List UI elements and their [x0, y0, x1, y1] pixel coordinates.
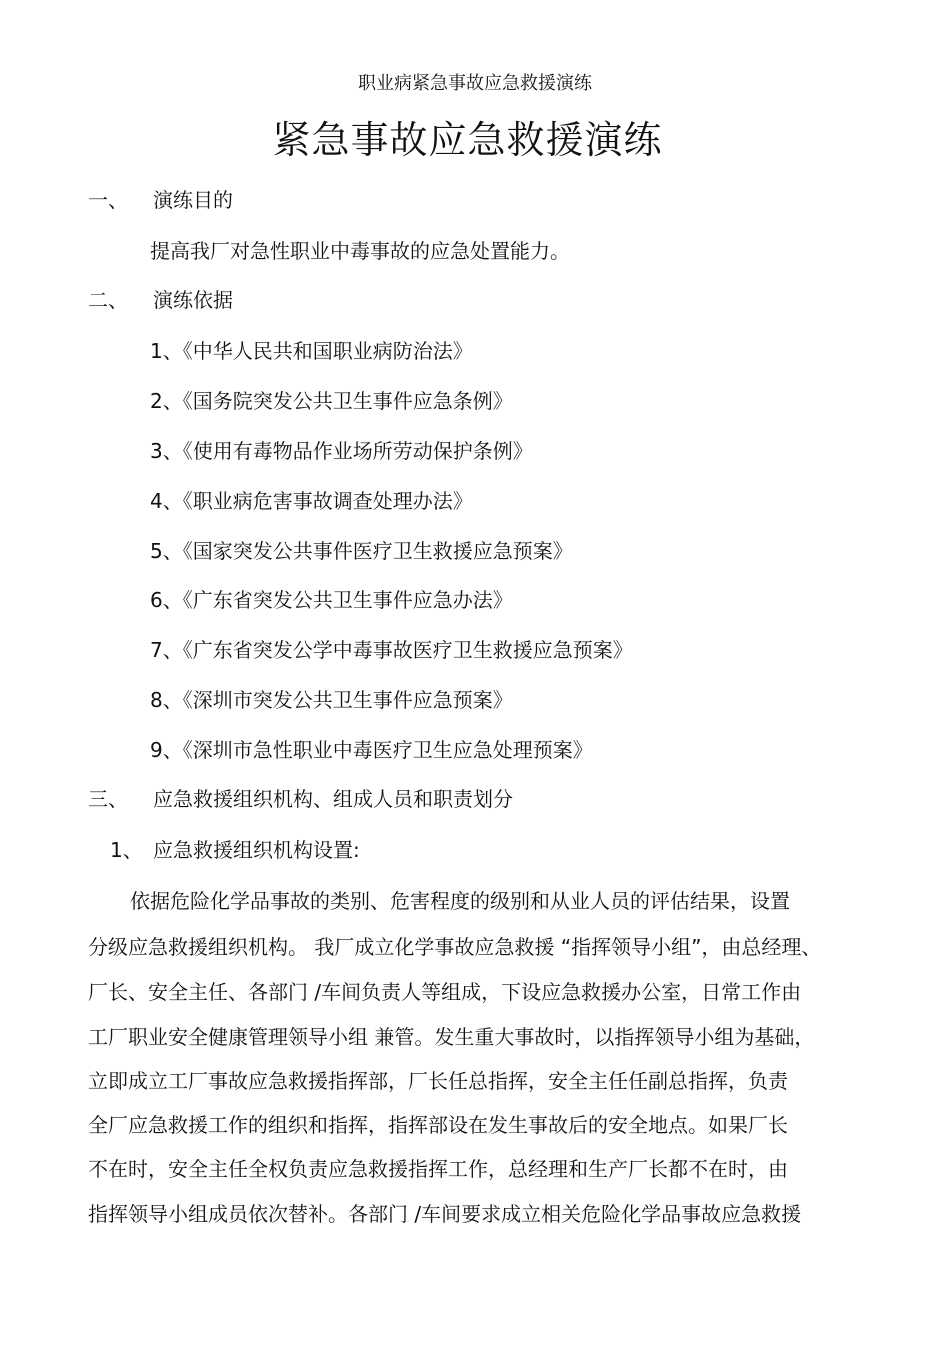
subsection-heading: 应急救援组织机构设置: [153, 838, 360, 862]
basis-item: 3、《使用有毒物品作业场所劳动保护条例》 [150, 439, 533, 463]
section-heading-organization: 应急救援组织机构、组成人员和职责划分 [153, 787, 513, 811]
basis-item: 8、《深圳市突发公共卫生事件应急预案》 [150, 688, 513, 712]
basis-item: 1、《中华人民共和国职业病防治法》 [150, 339, 473, 363]
paragraph-line: 工厂职业安全健康管理领导小组 兼管。发生重大事故时，以指挥领导小组为基础， [88, 1025, 815, 1049]
paragraph-line: 不在时，安全主任全权负责应急救援指挥工作，总经理和生产厂长都不在时，由 [88, 1157, 788, 1181]
basis-item: 6、《广东省突发公共卫生事件应急办法》 [150, 588, 513, 612]
paragraph-line: 立即成立工厂事故应急救援指挥部，厂长任总指挥，安全主任任副总指挥，负责 [88, 1069, 788, 1093]
section-number: 三、 [88, 787, 128, 811]
basis-item: 2、《国务院突发公共卫生事件应急条例》 [150, 389, 513, 413]
paragraph-line: 指挥领导小组成员依次替补。各部门 /车间要求成立相关危险化学品事故应急救援 [88, 1202, 802, 1226]
section-heading-basis: 演练依据 [153, 288, 233, 312]
paragraph-line: 分级应急救援组织机构。 我厂成立化学事故应急救援 “指挥领导小组”，由总经理、 [88, 935, 822, 959]
section-heading-purpose: 演练目的 [153, 188, 233, 212]
subsection-number: 1、 [110, 838, 143, 862]
basis-item: 9、《深圳市急性职业中毒医疗卫生应急处理预案》 [150, 738, 593, 762]
basis-item: 7、《广东省突发公学中毒事故医疗卫生救援应急预案》 [150, 638, 633, 662]
section-number: 一、 [88, 188, 128, 212]
paragraph-line: 全厂应急救援工作的组织和指挥，指挥部设在发生事故后的安全地点。如果厂长 [88, 1113, 788, 1137]
running-header: 职业病紧急事故应急救援演练 [358, 73, 592, 94]
paragraph-line: 依据危险化学品事故的类别、危害程度的级别和从业人员的评估结果，设置 [130, 889, 790, 913]
page-title: 紧急事故应急救援演练 [272, 118, 663, 162]
basis-item: 5、《国家突发公共事件医疗卫生救援应急预案》 [150, 539, 573, 563]
paragraph-line: 厂长、安全主任、各部门 /车间负责人等组成，下设应急救援办公室，日常工作由 [88, 980, 802, 1004]
purpose-text: 提高我厂对急性职业中毒事故的应急处置能力。 [150, 239, 570, 263]
basis-item: 4、《职业病危害事故调查处理办法》 [150, 489, 473, 513]
section-number: 二、 [88, 288, 128, 312]
